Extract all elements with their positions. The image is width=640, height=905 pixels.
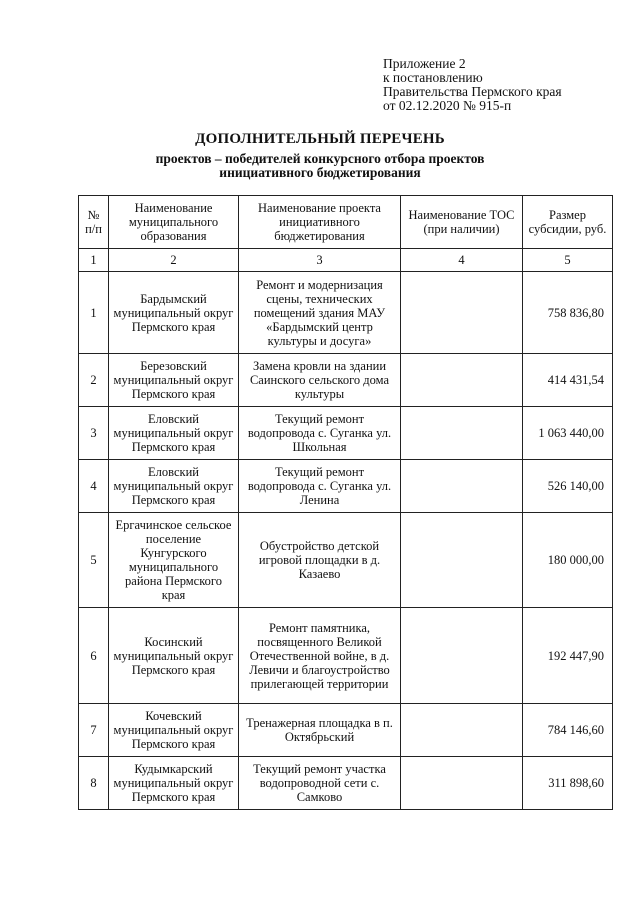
row-amount: 180 000,00 — [523, 513, 613, 608]
row-tos — [401, 354, 523, 407]
column-number-row — [79, 249, 613, 272]
row-project: Ремонт памятника, посвященного Великой Отечественной войне, в д. Левичи и благоустройство прилегающей территории — [239, 608, 401, 704]
row-project: Обустройство детской игровой площадки в д. Казаево — [239, 513, 401, 608]
row-tos — [401, 407, 523, 460]
row-amount: 414 431,54 — [523, 354, 613, 407]
row-num: 4 — [79, 460, 109, 513]
row-num: 1 — [79, 272, 109, 354]
row-amount: 784 146,60 — [523, 704, 613, 757]
document-subtitle — [0, 152, 640, 180]
table-header-row — [79, 196, 613, 249]
appendix-line: Правительства Пермского края — [383, 84, 562, 99]
row-amount: 758 836,80 — [523, 272, 613, 354]
row-municipality: Еловский муниципальный округ Пермского края — [109, 407, 239, 460]
row-project: Ремонт и модернизация сцены, технических помещений здания МАУ «Бардымский центр культуры и досуга» — [239, 272, 401, 354]
row-municipality: Ергачинское сельское поселение Кунгурского муниципального района Пермского края — [109, 513, 239, 608]
header-tos: Наименование ТОС (при наличии) — [401, 196, 523, 249]
appendix-line: к постановлению — [383, 70, 483, 85]
subtitle-line: инициативного бюджетирования — [219, 165, 421, 180]
header-num: № п/п — [79, 196, 109, 249]
column-number: 1 — [79, 249, 109, 272]
row-municipality: Еловский муниципальный округ Пермского края — [109, 460, 239, 513]
row-project: Тренажерная площадка в п. Октябрьский — [239, 704, 401, 757]
column-number: 5 — [523, 249, 613, 272]
table-row — [79, 272, 613, 354]
table-row — [79, 513, 613, 608]
row-tos — [401, 757, 523, 810]
row-num: 6 — [79, 608, 109, 704]
row-amount: 1 063 440,00 — [523, 407, 613, 460]
row-tos — [401, 460, 523, 513]
table-row — [79, 704, 613, 757]
row-num: 8 — [79, 757, 109, 810]
row-tos — [401, 272, 523, 354]
row-num: 2 — [79, 354, 109, 407]
appendix-block — [383, 57, 562, 113]
table-row — [79, 354, 613, 407]
column-number: 2 — [109, 249, 239, 272]
appendix-line: Приложение 2 — [383, 56, 466, 71]
row-project: Замена кровли на здании Саинского сельского дома культуры — [239, 354, 401, 407]
row-num: 7 — [79, 704, 109, 757]
row-municipality: Косинский муниципальный округ Пермского края — [109, 608, 239, 704]
table-row — [79, 460, 613, 513]
row-project: Текущий ремонт водопровода с. Суганка ул. Ленина — [239, 460, 401, 513]
row-project: Текущий ремонт участка водопроводной сети с. Самково — [239, 757, 401, 810]
appendix-line: от 02.12.2020 № 915-п — [383, 98, 512, 113]
row-tos — [401, 704, 523, 757]
row-amount: 311 898,60 — [523, 757, 613, 810]
row-num: 3 — [79, 407, 109, 460]
subtitle-line: проектов – победителей конкурсного отбора проектов — [155, 151, 485, 166]
row-tos — [401, 608, 523, 704]
row-tos — [401, 513, 523, 608]
row-municipality: Березовский муниципальный округ Пермского края — [109, 354, 239, 407]
table-row — [79, 608, 613, 704]
column-number: 3 — [239, 249, 401, 272]
column-number: 4 — [401, 249, 523, 272]
document-title: ДОПОЛНИТЕЛЬНЫЙ ПЕРЕЧЕНЬ — [195, 131, 445, 147]
row-amount: 192 447,90 — [523, 608, 613, 704]
projects-table — [78, 195, 613, 810]
row-municipality: Кудымкарский муниципальный округ Пермского края — [109, 757, 239, 810]
table-row — [79, 407, 613, 460]
row-municipality: Кочевский муниципальный округ Пермского края — [109, 704, 239, 757]
header-project: Наименование проекта инициативного бюджетирования — [239, 196, 401, 249]
header-amount: Размер субсидии, руб. — [523, 196, 613, 249]
row-municipality: Бардымский муниципальный округ Пермского края — [109, 272, 239, 354]
row-amount: 526 140,00 — [523, 460, 613, 513]
header-municipality: Наименование муниципального образования — [109, 196, 239, 249]
row-project: Текущий ремонт водопровода с. Суганка ул. Школьная — [239, 407, 401, 460]
table-row — [79, 757, 613, 810]
row-num: 5 — [79, 513, 109, 608]
